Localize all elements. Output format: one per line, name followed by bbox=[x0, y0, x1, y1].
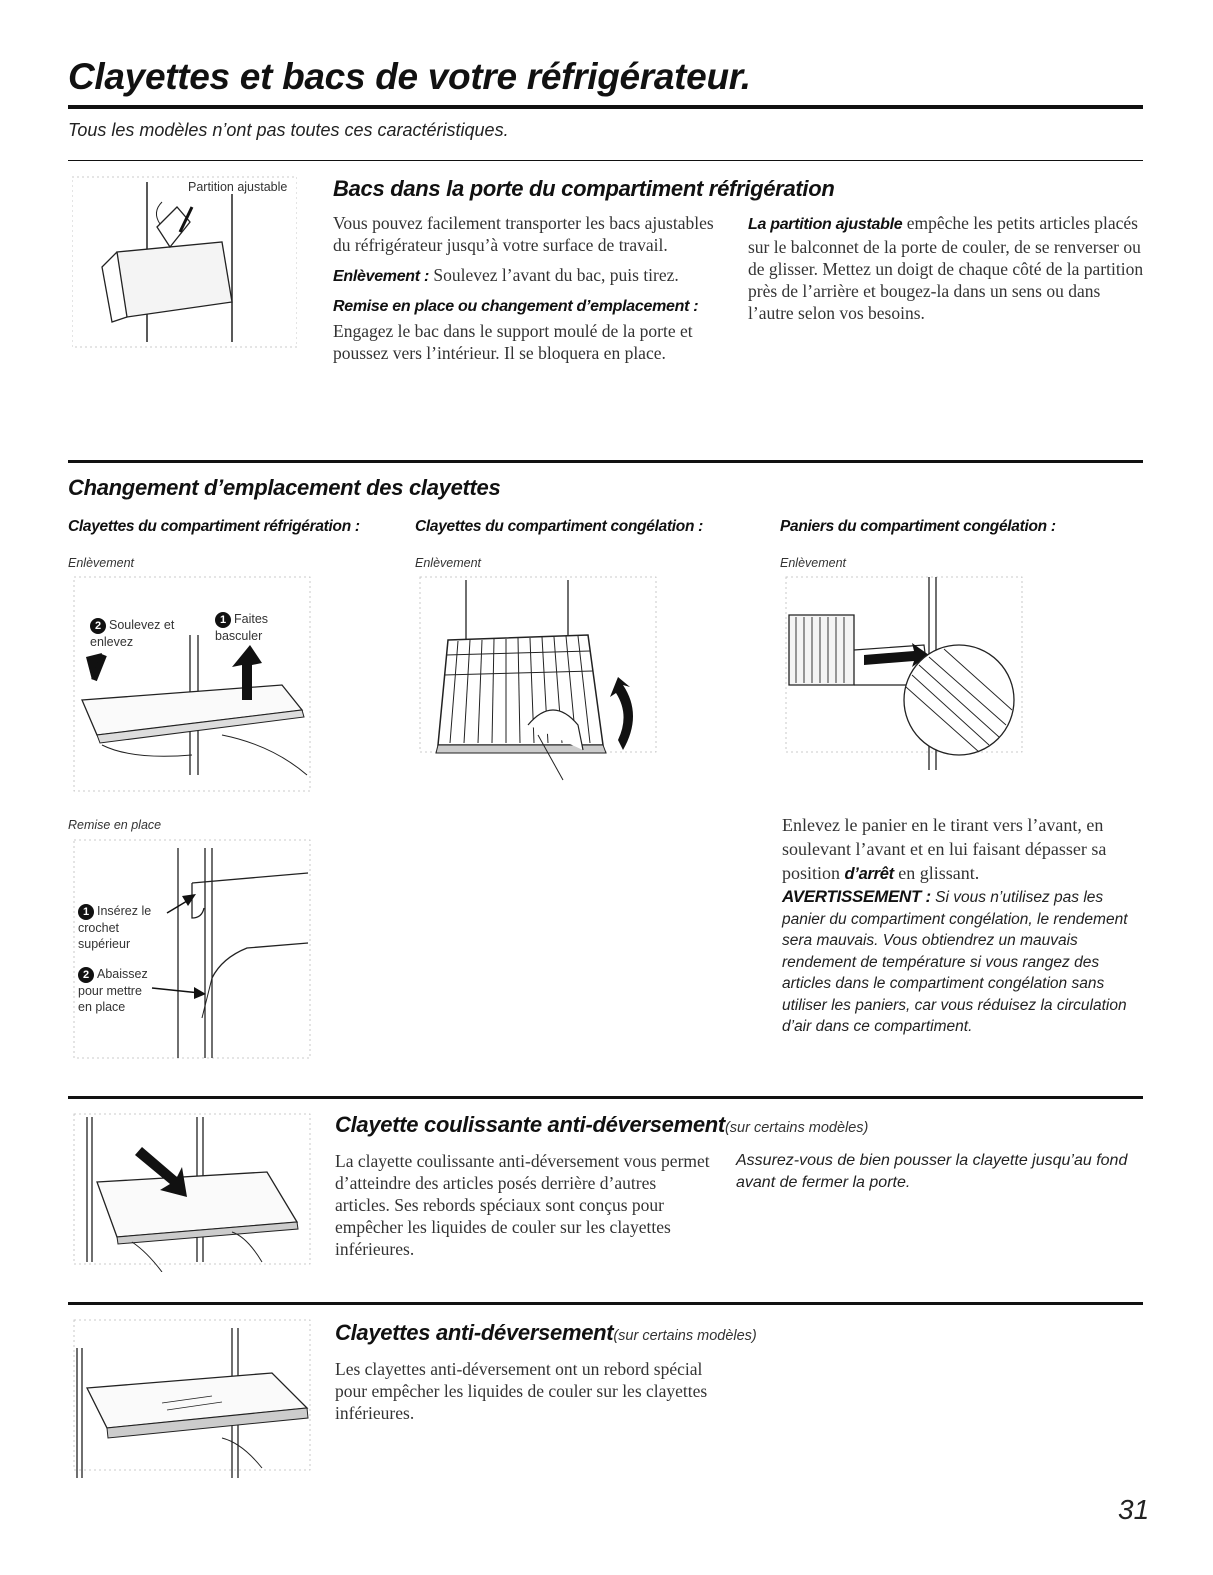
shelves-heading: Changement d’emplacement des clayettes bbox=[68, 475, 501, 500]
door-bin-illustration bbox=[72, 172, 297, 352]
partition-paragraph bbox=[748, 212, 1148, 324]
warning-text: Si vous n’utilisez pas les panier du compartiment congélation, le rendement sera mauvais. Vous obtiendrez un mauvais rendement de température si vous rangez des articles dans le compartiment congélation sans utiliser les paniers, car vous réduisez la circulation d’air dans ce compartiment. bbox=[782, 889, 1128, 1035]
spill-shelf-illustration bbox=[72, 1318, 312, 1478]
col1-heading: Clayettes du compartiment réfrigération : bbox=[68, 518, 360, 535]
abaissez-callout bbox=[78, 966, 153, 1015]
partition-text: empêche les petits articles placés sur le balconnet de la porte de couler, de se renverser ou de glisser. Mettez un doigt de chaque côté de la partition près de l’arrière et bougez-la dans un sens ou dans l’autre selon vos besoins. bbox=[748, 213, 1144, 323]
divider-2 bbox=[68, 460, 1143, 463]
r-step-1-text: Insérez le crochet supérieur bbox=[78, 904, 152, 951]
spill-shelves-text: Les clayettes anti-déversement ont un rebord spécial pour empêcher les liquides de couler sur les clayettes inférieures. bbox=[335, 1359, 708, 1423]
step-2-text: Soulevez et enlevez bbox=[90, 618, 175, 649]
basket-text bbox=[782, 813, 1147, 886]
replace-label: Remise en place ou changement d’emplacement : bbox=[333, 298, 699, 315]
step-1-badge: 1 bbox=[215, 612, 231, 628]
fridge-shelf-removal-illustration bbox=[72, 575, 312, 795]
title-rule bbox=[68, 105, 1143, 109]
sliding-shelf-title: Clayette coulissante anti-déversement bbox=[335, 1112, 725, 1137]
r-step-1-badge: 1 bbox=[78, 904, 94, 920]
step-1-text: Faites basculer bbox=[215, 612, 269, 643]
sliding-shelf-tip: Assurez-vous de bien pousser la clayette jusqu’au fond avant de fermer la porte. bbox=[736, 1152, 1128, 1191]
sliding-shelf-text: La clayette coulissante anti-déversement vous permet d’atteindre des articles posés derrière d’autres articles. Ses rebords spéciaux sont conçus pour empêcher les liquides de couler sur les clayettes inférieures. bbox=[335, 1151, 710, 1259]
faites-callout bbox=[215, 611, 295, 644]
freezer-shelf-illustration bbox=[418, 575, 658, 785]
page-number: 31 bbox=[1118, 1494, 1150, 1525]
inserez-callout bbox=[78, 903, 158, 952]
page-title: Clayettes et bacs de votre réfrigérateur. bbox=[68, 56, 751, 97]
door-bins-col-left bbox=[333, 212, 723, 372]
col2-heading: Clayettes du compartiment congélation : bbox=[415, 518, 704, 535]
col1-replace-label: Remise en place bbox=[68, 818, 162, 832]
basket-text-c: en glissant. bbox=[893, 863, 980, 883]
warning-label: AVERTISSEMENT : bbox=[782, 887, 931, 906]
divider-1 bbox=[68, 160, 1143, 161]
basket-warning bbox=[782, 886, 1147, 1038]
step-2-badge: 2 bbox=[90, 618, 106, 634]
spill-shelves-title: Clayettes anti-déversement bbox=[335, 1320, 614, 1345]
page-subtitle: Tous les modèles n’ont pas toutes ces caractéristiques. bbox=[68, 120, 509, 140]
removal-text: Soulevez l’avant du bac, puis tirez. bbox=[429, 265, 679, 285]
sliding-shelf-note: (sur certains modèles) bbox=[724, 1120, 869, 1136]
spill-shelves-heading bbox=[335, 1320, 757, 1346]
removal-label: Enlèvement : bbox=[333, 268, 429, 285]
basket-text-a: Enlevez le panier en le tirant vers l’avant, en soulevant l’avant et en lui faisant dépasser sa position bbox=[782, 815, 1107, 883]
soulevez-callout bbox=[90, 617, 180, 650]
partition-callout: Partition ajustable bbox=[188, 180, 288, 194]
door-bins-heading: Bacs dans la porte du compartiment réfrigération bbox=[333, 176, 835, 201]
freezer-basket-illustration bbox=[784, 575, 1024, 775]
door-bins-col-right bbox=[748, 212, 1148, 332]
sliding-shelf-heading bbox=[335, 1112, 868, 1138]
door-bins-removal bbox=[333, 264, 723, 288]
door-bins-intro: Vous pouvez facilement transporter les bacs ajustables du réfrigérateur jusqu’à votre surface de travail. bbox=[333, 213, 714, 255]
col3-heading: Paniers du compartiment congélation : bbox=[780, 518, 1056, 535]
col1-removal-label: Enlèvement bbox=[68, 556, 135, 570]
sliding-shelf-illustration bbox=[72, 1112, 312, 1272]
partition-label: La partition ajustable bbox=[748, 216, 903, 233]
col2-removal-label: Enlèvement bbox=[415, 556, 482, 570]
r-step-2-badge: 2 bbox=[78, 967, 94, 983]
divider-4 bbox=[68, 1302, 1143, 1305]
r-step-2-text: Abaissez pour mettre en place bbox=[78, 967, 148, 1014]
spill-shelves-note: (sur certains modèles) bbox=[613, 1328, 757, 1344]
basket-text-bold: d’arrêt bbox=[844, 865, 894, 883]
replace-text: Engagez le bac dans le support moulé de la porte et poussez vers l’intérieur. Il se bloquera en place. bbox=[333, 321, 693, 363]
col3-removal-label: Enlèvement bbox=[780, 556, 847, 570]
divider-3 bbox=[68, 1096, 1143, 1099]
